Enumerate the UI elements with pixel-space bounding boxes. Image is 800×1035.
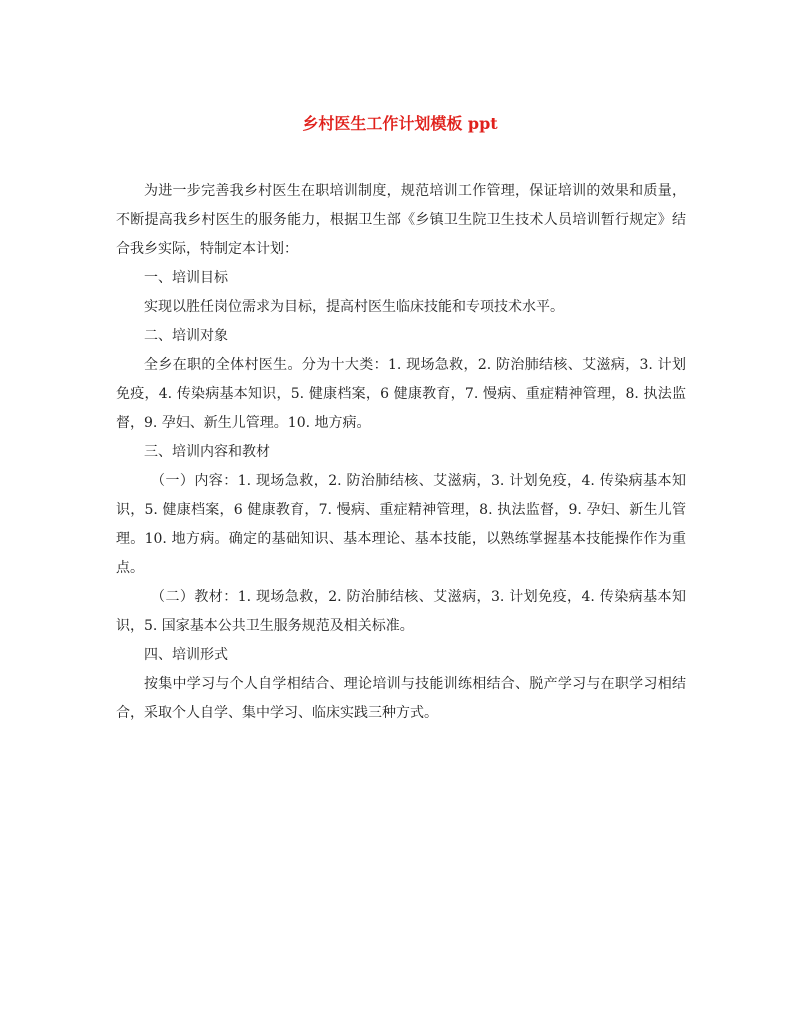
- section-4-paragraph: 按集中学习与个人自学相结合、理论培训与技能训练相结合、脱产学习与在职学习相结合，采取个人自学、集中学习、临床实践三种方式。: [116, 676, 686, 721]
- document-body: [116, 177, 686, 728]
- section-3-materials-paragraph: （二）教材：1. 现场急救，2. 防治肺结核、艾滋病，3. 计划免疫，4. 传染病基本知识，5. 国家基本公共卫生服务规范及相关标准。: [116, 589, 686, 634]
- section-2-heading: 二、培训对象: [144, 328, 228, 344]
- section-1-heading: 一、培训目标: [144, 270, 228, 286]
- document-title: 乡村医生工作计划模板 ppt: [302, 114, 498, 133]
- section-3-content-paragraph: （一）内容：1. 现场急救，2. 防治肺结核、艾滋病，3. 计划免疫，4. 传染病基本知识，5. 健康档案，6 健康教育，7. 慢病、重症精神管理，8. 执法监督，9. 孕妇、新生儿管理。10. 地方病。确定的基础知识、基本理论、基本技能，以熟练掌握基本技能操作作为重点。: [116, 473, 686, 576]
- section-3-heading: 三、培训内容和教材: [144, 444, 270, 460]
- section-1-paragraph: 实现以胜任岗位需求为目标，提高村医生临床技能和专项技术水平。: [144, 299, 564, 315]
- section-2-paragraph: 全乡在职的全体村医生。分为十大类：1. 现场急救，2. 防治肺结核、艾滋病，3. 计划免疫，4. 传染病基本知识，5. 健康档案，6 健康教育，7. 慢病、重症精神管理，8. 执法监督，9. 孕妇、新生儿管理。10. 地方病。: [116, 357, 686, 431]
- section-4-heading: 四、培训形式: [144, 647, 228, 663]
- intro-paragraph: 为进一步完善我乡村医生在职培训制度，规范培训工作管理，保证培训的效果和质量，不断提高我乡村医生的服务能力，根据卫生部《乡镇卫生院卫生技术人员培训暂行规定》结合我乡实际，特制定本计划：: [116, 183, 686, 257]
